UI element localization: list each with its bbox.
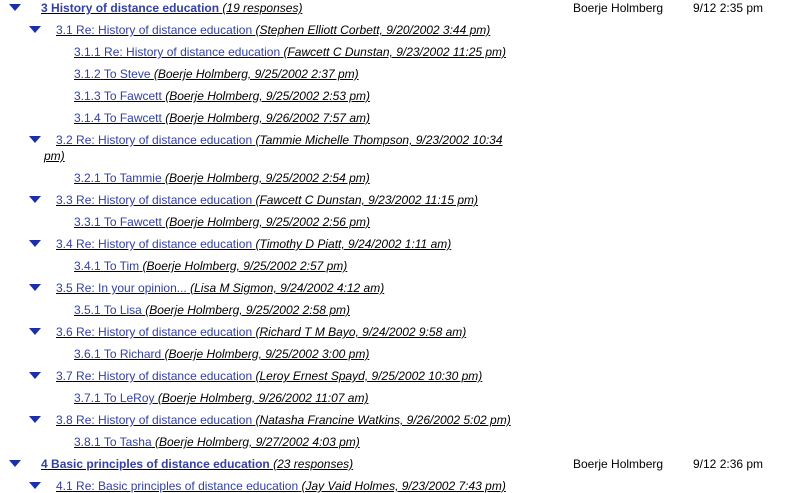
post-link[interactable]: 3.7.1 To LeRoy (Boerje Holmberg, 9/26/2002 11:07 am) [74, 391, 369, 405]
post-link[interactable]: 3.1 Re: History of distance education (Stephen Elliott Corbett, 9/20/2002 3:44 pm) [56, 23, 491, 37]
thread-link[interactable]: 4 Basic principles of distance education (23 responses) [41, 457, 354, 471]
triangle-down-icon[interactable] [29, 240, 41, 247]
post-link[interactable]: 3.4 Re: History of distance education (Timothy D Piatt, 9/24/2002 1:11 am) [56, 237, 452, 251]
post-link[interactable]: 3.4.1 To Tim (Boerje Holmberg, 9/25/2002 2:57 pm) [74, 259, 348, 273]
triangle-down-icon[interactable] [29, 136, 41, 143]
post-link[interactable]: 3.6.1 To Richard (Boerje Holmberg, 9/25/2002 3:00 pm) [74, 347, 370, 361]
post-link[interactable]: 3.1.4 To Fawcett (Boerje Holmberg, 9/26/2002 7:57 am) [74, 111, 370, 125]
thread-date: 9/12 2:36 pm [693, 457, 764, 471]
triangle-down-icon[interactable] [9, 460, 21, 467]
triangle-down-icon[interactable] [29, 372, 41, 379]
post-link[interactable]: 3.2.1 To Tammie (Boerje Holmberg, 9/25/2002 2:54 pm) [74, 171, 370, 185]
thread-date: 9/12 2:35 pm [693, 1, 764, 15]
post-link[interactable]: 3.3 Re: History of distance education (Fawcett C Dunstan, 9/23/2002 11:15 pm) [56, 193, 479, 207]
post-link[interactable]: 3.2 Re: History of distance education (Tammie Michelle Thompson, 9/23/2002 10:34 [56, 133, 503, 147]
post-link[interactable]: 3.6 Re: History of distance education (Richard T M Bayo, 9/24/2002 9:58 am) [56, 325, 467, 339]
post-meta-wrap[interactable]: pm) [44, 149, 65, 163]
post-link[interactable]: 3.8 Re: History of distance education (Natasha Francine Watkins, 9/26/2002 5:02 pm) [56, 413, 511, 427]
triangle-down-icon[interactable] [9, 4, 21, 11]
triangle-down-icon[interactable] [29, 26, 41, 33]
post-link[interactable]: 3.3.1 To Fawcett (Boerje Holmberg, 9/25/2002 2:56 pm) [74, 215, 370, 229]
post-link[interactable]: 3.7 Re: History of distance education (Leroy Ernest Spayd, 9/25/2002 10:30 pm) [56, 369, 483, 383]
post-link[interactable]: 3.1.3 To Fawcett (Boerje Holmberg, 9/25/2002 2:53 pm) [74, 89, 370, 103]
thread-link[interactable]: 3 History of distance education (19 responses) [41, 1, 303, 15]
post-link[interactable]: 3.1.2 To Steve (Boerje Holmberg, 9/25/2002 2:37 pm) [74, 67, 359, 81]
post-link[interactable]: 3.5.1 To Lisa (Boerje Holmberg, 9/25/2002 2:58 pm) [74, 303, 350, 317]
triangle-down-icon[interactable] [29, 416, 41, 423]
triangle-down-icon[interactable] [29, 482, 41, 489]
post-link[interactable]: 3.1.1 Re: History of distance education (Fawcett C Dunstan, 9/23/2002 11:25 pm) [74, 45, 507, 59]
triangle-down-icon[interactable] [29, 328, 41, 335]
triangle-down-icon[interactable] [29, 196, 41, 203]
thread-author: Boerje Holmberg [573, 1, 664, 15]
thread-author: Boerje Holmberg [573, 457, 664, 471]
post-link[interactable]: 3.5 Re: In your opinion... (Lisa M Sigmon, 9/24/2002 4:12 am) [56, 281, 385, 295]
post-link[interactable]: 3.8.1 To Tasha (Boerje Holmberg, 9/27/2002 4:03 pm) [74, 435, 360, 449]
post-link[interactable]: 4.1 Re: Basic principles of distance education (Jay Vaid Holmes, 9/23/2002 7:43 pm) [56, 479, 506, 493]
triangle-down-icon[interactable] [29, 284, 41, 291]
